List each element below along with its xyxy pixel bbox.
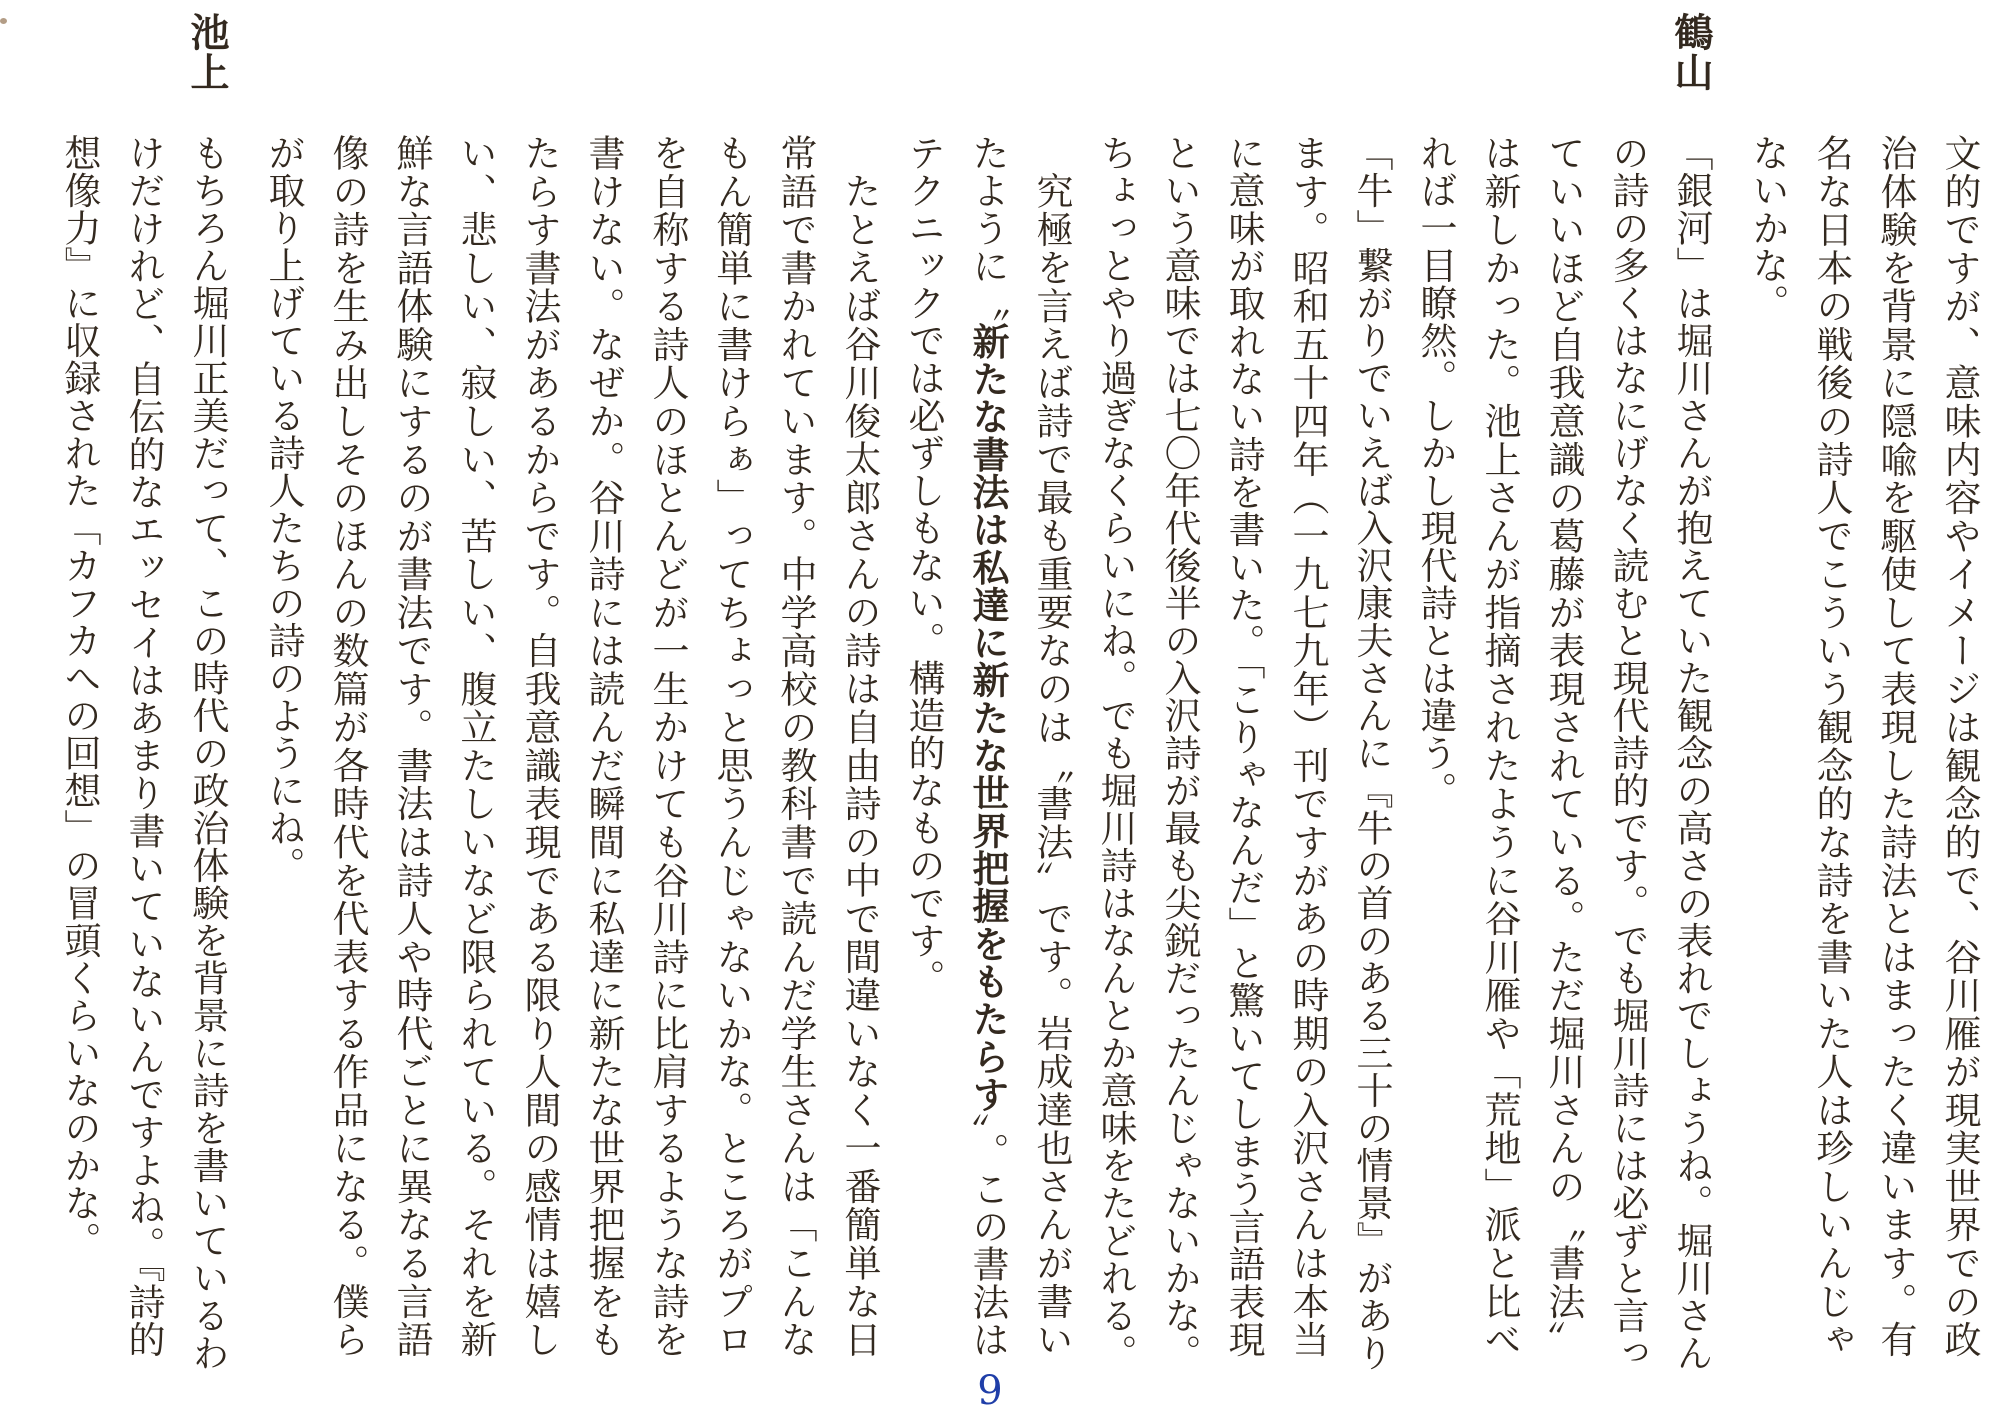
text-column: を自称する詩人のほとんどが一生かけても谷川詩に比肩するような詩を [646, 134, 687, 1358]
text-column: 究極を言えば詩で最も重要なのは〝書法〟です。岩成達也さんが書い [1030, 172, 1071, 1358]
text-column: もん簡単に書けらぁ」ってちょっと思うんじゃないかな。ところがプロ [710, 134, 751, 1358]
dialogue-text-block [46, 134, 1990, 1372]
scan-speck [0, 18, 7, 24]
text-column: は新しかった。池上さんが指摘されたように谷川雁や「荒地」派と比べ [1478, 134, 1519, 1358]
text-column: 「銀河」は堀川さんが抱えていた観念の高さの表れでしょうね。堀川さん [1670, 134, 1711, 1372]
text-column: ないかな。 [1746, 134, 1787, 322]
text-column: テクニックでは必ずしもない。構造的なものです。 [902, 134, 943, 997]
text-column: もちろん堀川正美だって、この時代の政治体験を背景に詩を書いているわ [186, 134, 227, 1372]
text-column: 文的ですが、意味内容やイメージは観念的で、谷川雁が現実世界での政 [1938, 134, 1979, 1358]
text-column: という意味では七〇年代後半の入沢詩が最も尖鋭だったんじゃないかな。 [1158, 134, 1199, 1372]
text-column: けだけれど、自伝的なエッセイはあまり書いていないんですよね。『詩的 [122, 134, 163, 1358]
emphasized-phrase: 新たな書法は私達に新たな世界把握をもたらす [966, 322, 1007, 1114]
text-column: ていいほど自我意識の葛藤が表現されている。ただ堀川さんの〝書法〟 [1542, 134, 1583, 1358]
text-column: 治体験を背景に隠喩を駆使して表現した詩法とはまったく違います。有 [1874, 134, 1915, 1358]
text-column: 名な日本の戦後の詩人でこういう観念的な詩を書いた人は珍しいんじゃ [1810, 134, 1851, 1358]
speaker-label-tsuruyama: 鶴山 [1669, 12, 1712, 92]
text-column: 鮮な言語体験にするのが書法です。書法は詩人や時代ごとに異なる言語 [390, 134, 431, 1358]
speaker-label-ikegami: 池上 [185, 12, 228, 92]
text-column: たとえば谷川俊太郎さんの詩は自由詩の中で間違いなく一番簡単な日 [838, 172, 879, 1358]
text-column: 「牛」繋がりでいえば入沢康夫さんに『牛の首のある三十の情景』があり [1350, 134, 1391, 1372]
page-number: 9 [977, 1368, 1003, 1414]
text-column: れば一目瞭然。しかし現代詩とは違う。 [1414, 134, 1455, 809]
text-column: に意味が取れない詩を書いた。「こりゃなんだ」と驚いてしまう言語表現 [1222, 134, 1263, 1358]
text-column: たように〝新たな書法は私達に新たな世界把握をもたらす〟。この書法は [966, 134, 1007, 1358]
text-column: の詩の多くはなにげなく読むと現代詩的です。でも堀川詩には必ずと言っ [1606, 134, 1647, 1372]
text-column: 書けない。なぜか。谷川詩には読んだ瞬間に私達に新たな世界把握をも [582, 134, 623, 1358]
text-column: ちょっとやり過ぎなくらいにね。でも堀川詩はなんとか意味をたどれる。 [1094, 134, 1135, 1372]
text-column: ます。昭和五十四年（一九七九年）刊ですがあの時期の入沢さんは本当 [1286, 134, 1327, 1358]
text-column: い、悲しい、寂しい、苦しい、腹立たしいなど限られている。それを新 [454, 134, 495, 1358]
text-column: 像の詩を生み出しそのほんの数篇が各時代を代表する作品になる。僕ら [326, 134, 367, 1358]
text-column: 想像力』に収録された「カフカへの回想」の冒頭くらいなのかな。 [58, 134, 99, 1259]
text-column: たらす書法があるからです。自我意識表現である限り人間の感情は嬉し [518, 134, 559, 1358]
text-column: が取り上げている詩人たちの詩のようにね。 [262, 134, 303, 884]
text-column: 常語で書かれています。中学高校の教科書で読んだ学生さんは「こんな [774, 134, 815, 1358]
